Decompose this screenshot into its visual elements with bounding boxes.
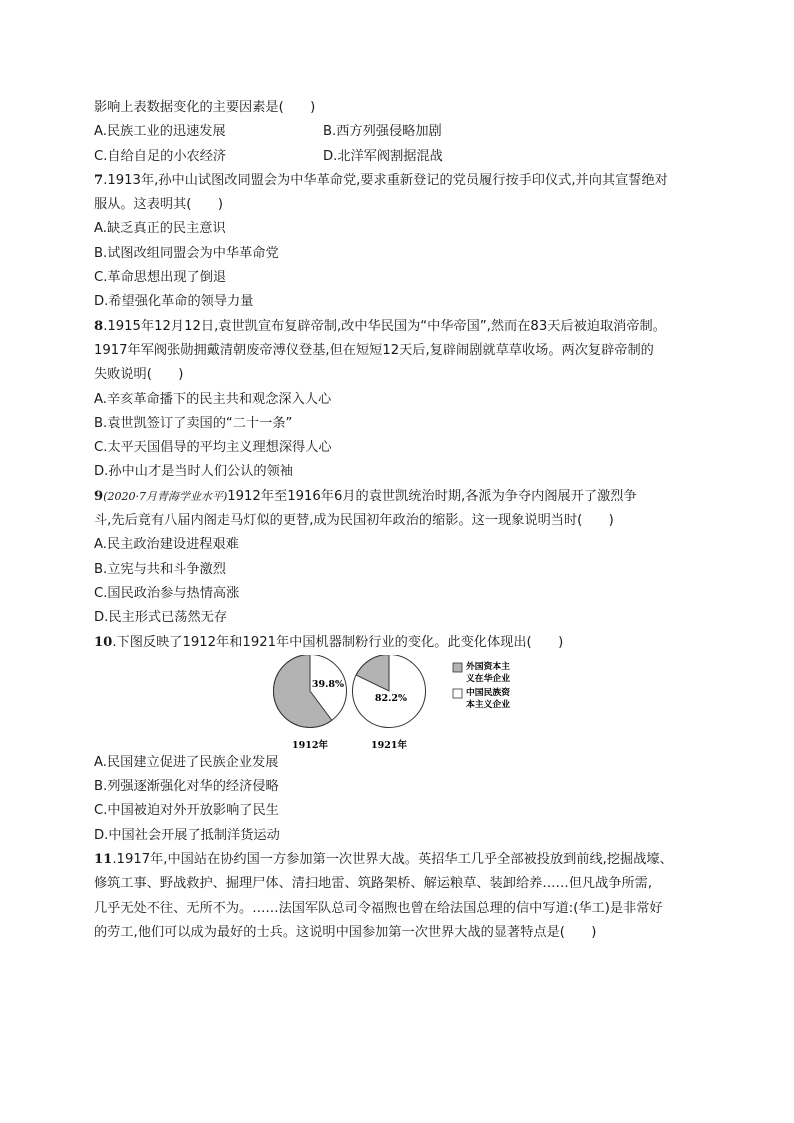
q10-option-b[interactable]: B.列强逐渐强化对华的经济侵略 — [94, 779, 279, 795]
legend-label-1-0: 中国民族资 — [466, 687, 510, 698]
q10-option-d[interactable]: D.中国社会开展了抵制洋货运动 — [94, 827, 280, 843]
pie-chart-figure — [94, 655, 704, 751]
q11-stem-line-1: 11.1917年,中国站在协约国一方参加第一次世界大战。英招华工几乎全部被投放到前线,挖掘战壕、 — [94, 852, 673, 868]
question-sheet — [94, 96, 704, 945]
pie-1-year-label: 1921年 — [371, 739, 407, 751]
legend-label-0-1: 义在华企业 — [466, 673, 510, 684]
legend-swatch-1 — [453, 689, 462, 698]
q8-stem-line-3: 失败说明( ) — [94, 367, 184, 383]
q8-option-c[interactable]: C.太平天国倡导的平均主义理想深得人心 — [94, 440, 332, 456]
q9-stem-line-1: 9(2020·7月青海学业水平)1912年至1916年6月的袁世凯统治时期,各派为争夺内阁展开了激烈争 — [94, 488, 637, 504]
q9-option-d[interactable]: D.民主形式已荡然无存 — [94, 610, 228, 626]
legend-label-0-0: 外国资本主 — [466, 661, 510, 672]
q6-option-b[interactable]: B.西方列强侵略加剧 — [323, 124, 442, 140]
q9-option-b[interactable]: B.立宪与共和斗争激烈 — [94, 561, 226, 577]
q9-option-a[interactable]: A.民主政治建设进程艰难 — [94, 537, 239, 553]
legend-swatch-0 — [453, 663, 462, 672]
q7-stem-line-2: 服从。这表明其( ) — [94, 197, 223, 213]
q8-stem-line-2: 1917年军阀张勋拥戴清朝废帝溥仪登基,但在短短12天后,复辟闹剧就草草收场。两次复辟帝制的 — [94, 342, 654, 358]
q7-option-d[interactable]: D.希望强化革命的领导力量 — [94, 294, 254, 310]
q6-options-row-1 — [94, 120, 704, 144]
q10-stem: 10.下图反映了1912年和1921年中国机器制粉行业的变化。此变化体现出( ) — [94, 634, 564, 650]
q6-options-row-2 — [94, 145, 704, 169]
pie-0-year-label: 1912年 — [292, 739, 328, 751]
q6-option-a[interactable]: A.民族工业的迅速发展 — [94, 124, 226, 140]
q7-number: 7 — [94, 172, 104, 188]
pie-chart-svg — [272, 655, 532, 751]
q8-option-d[interactable]: D.孙中山才是当时人们公认的领袖 — [94, 464, 293, 480]
q11-stem-line-3: 几乎无处不往、无所不为。……法国军队总司令福煦也曾在给法国总理的信中写道:(华工)是非常好 — [94, 900, 663, 916]
q10-number: 10 — [94, 634, 113, 650]
q6-option-d[interactable]: D.北洋军阀割据混战 — [323, 148, 443, 164]
q8-option-b[interactable]: B.袁世凯签订了卖国的“二十一条” — [94, 415, 293, 431]
q11-stem-line-2: 修筑工事、野战救护、掘理尸体、清扫地雷、筑路架桥、解运粮草、装卸给养……但凡战争所需, — [94, 876, 653, 892]
q7-option-c[interactable]: C.革命思想出现了倒退 — [94, 270, 227, 286]
pie-1-value-label: 82.2% — [374, 692, 408, 704]
q9-number: 9 — [94, 488, 104, 504]
q7-stem-line-1: 7.1913年,孙中山试图改同盟会为中华革命党,要求重新登记的党员履行按手印仪式,并向其宣誓绝对 — [94, 172, 668, 188]
q9-source: (2020·7月青海学业水平) — [103, 489, 228, 503]
q10-option-a[interactable]: A.民国建立促进了民族企业发展 — [94, 754, 279, 770]
q9-option-c[interactable]: C.国民政治参与热情高涨 — [94, 585, 240, 601]
q10-option-c[interactable]: C.中国被迫对外开放影响了民生 — [94, 803, 279, 819]
q9-stem-line-2: 斗,先后竟有八届内阁走马灯似的更替,成为民国初年政治的缩影。这一现象说明当时( ) — [94, 513, 614, 529]
q7-option-a[interactable]: A.缺乏真正的民主意识 — [94, 221, 226, 237]
q6-option-c[interactable]: C.自给自足的小农经济 — [94, 148, 227, 164]
legend-label-1-1: 本主义企业 — [466, 699, 510, 710]
q8-stem-line-1: 8.1915年12月12日,袁世凯宣布复辟帝制,改中华民国为“中华帝国”,然而在83天后被迫取消帝制。 — [94, 318, 666, 334]
q8-option-a[interactable]: A.辛亥革命播下的民主共和观念深入人心 — [94, 391, 332, 407]
pie-0-value-label: 39.8% — [311, 678, 345, 690]
q8-number: 8 — [94, 318, 104, 334]
q7-option-b[interactable]: B.试图改组同盟会为中华革命党 — [94, 245, 279, 261]
q6-stem: 影响上表数据变化的主要因素是( ) — [94, 100, 316, 115]
q11-stem-line-4: 的劳工,他们可以成为最好的士兵。这说明中国参加第一次世界大战的显著特点是( ) — [94, 924, 597, 940]
q11-number: 11 — [94, 852, 113, 868]
